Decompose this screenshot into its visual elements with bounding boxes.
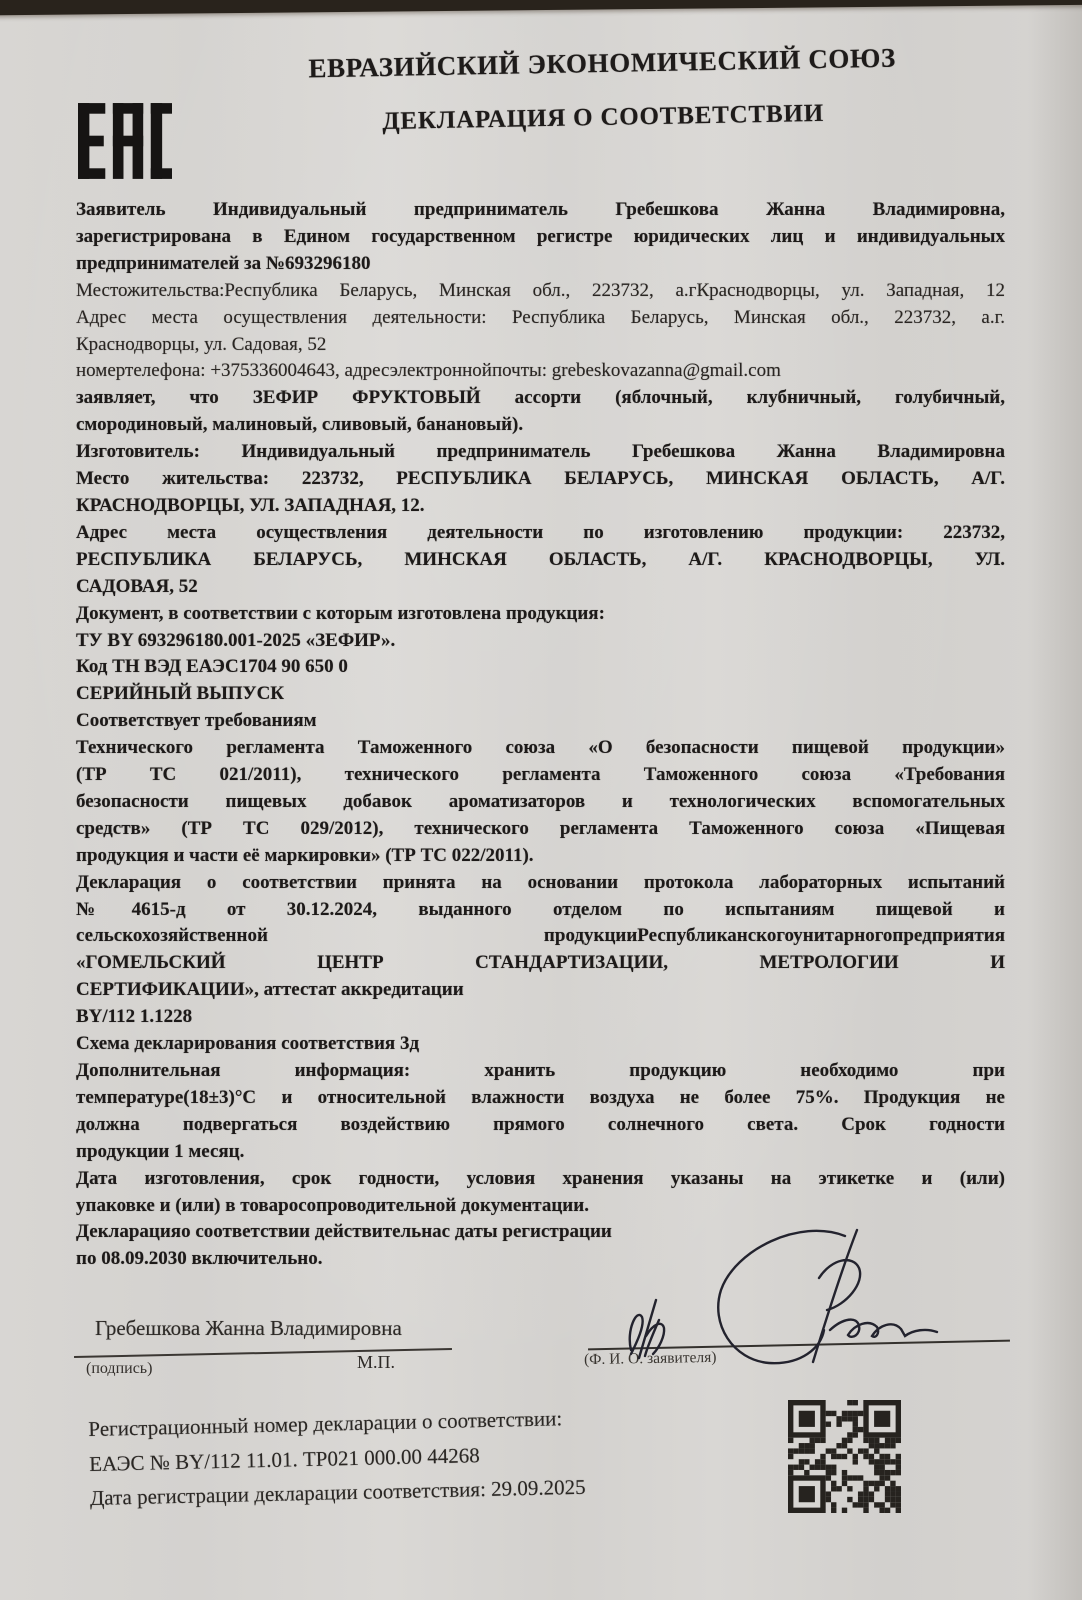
doc-line: Адрес места осуществления деятельности по изготовлению продукции: 223732, — [76, 521, 1005, 543]
doc-line: Дополнительная информация: хранить продукцию необходимо при — [76, 1060, 1005, 1081]
document-title: ДЕКЛАРАЦИЯ О СООТВЕТСТВИИ — [382, 99, 825, 136]
doc-line: BY/112 1.1228 — [76, 1006, 193, 1028]
doc-line: продукции 1 месяц. — [76, 1140, 245, 1162]
doc-line: продукция и части её маркировки» (ТР ТС 022/2011). — [76, 844, 534, 866]
doc-line: Схема декларирования соответствия 3д — [76, 1033, 420, 1055]
handwritten-signature — [593, 1222, 1011, 1382]
doc-line: Код ТН ВЭД ЕАЭС1704 90 650 0 — [76, 656, 348, 678]
registration-date: Дата регистрации декларации соответствия: 29.09.2025 — [89, 1474, 586, 1510]
doc-line: Изготовитель: Индивидуальный предприниматель Гребешкова Жанна Владимировна — [76, 441, 1005, 463]
doc-line: Соответствует требованиям — [76, 710, 317, 732]
doc-line: должна подвергаться воздействию прямого солнечного света. Срок годности — [76, 1113, 1005, 1135]
document-body — [76, 197, 1005, 1273]
doc-line: Декларация о соответствии принята на основании протокола лабораторных испытаний — [76, 871, 1005, 893]
applicant-name: Гребешкова Жанна Владимировна — [95, 1316, 402, 1340]
doc-line: (ТР ТС 021/2011), технического регламента Таможенного союза «Требования — [76, 764, 1005, 786]
doc-line: СЕРИЙНЫЙ ВЫПУСК — [76, 683, 285, 705]
fio-caption: (Ф. И. О. заявителя) — [583, 1348, 717, 1369]
doc-line: СЕРТИФИКАЦИИ», аттестат аккредитации — [76, 979, 464, 1001]
scan-top-edge — [0, 0, 1082, 16]
doc-line: Дата изготовления, срок годности, условия хранения указаны на этикетке и (или) — [76, 1167, 1005, 1189]
doc-line: №4615-д от 30.12.2024, выданного отделом по испытаниям пищевой и — [76, 898, 1005, 920]
doc-line: предпринимателей за №693296180 — [76, 252, 371, 274]
doc-line: безопасности пищевых добавок ароматизаторов и технологических вспомогательных — [76, 790, 1005, 812]
qr-code-icon — [788, 1400, 901, 1513]
doc-line: средств» (ТР ТС 029/2012), технического регламента Таможенного союза «Пищевая — [76, 817, 1005, 839]
doc-line: ТУ BY 693296180.001-2025 «ЗЕФИР». — [76, 629, 396, 651]
registration-title: Регистрационный номер декларации о соответствии: — [88, 1406, 563, 1441]
registration-number: ЕАЭС № BY/112 11.01. ТР021 000.00 44268 — [88, 1442, 480, 1476]
doc-line: Технического регламента Таможенного союза «О безопасности пищевой продукции» — [76, 737, 1005, 759]
doc-line: заявляет, что ЗЕФИР ФРУКТОВЫЙ ассорти (яблочный, клубничный, голубичный, — [76, 387, 1005, 409]
doc-line: температуре(18±3)°С и относительной влажности воздуха не более 75%. Продукция не — [76, 1086, 1005, 1108]
doc-line: РЕСПУБЛИКА БЕЛАРУСЬ, МИНСКАЯ ОБЛАСТЬ, А/Г. КРАСНОДВОРЦЫ, УЛ. — [76, 548, 1005, 570]
doc-line: Документ, в соответствии с которым изготовлена продукция: — [76, 602, 605, 624]
doc-line: по 08.09.2030 включительно. — [76, 1248, 323, 1270]
doc-line: Заявитель Индивидуальный предприниматель Гребешкова Жанна Владимировна, — [76, 199, 1005, 220]
doc-line: САДОВАЯ, 52 — [76, 575, 198, 597]
doc-line: сельскохозяйственной продукцииРеспубликанскогоунитарногопредприятия — [76, 925, 1005, 947]
doc-line: Место жительства: 223732, РЕСПУБЛИКА БЕЛАРУСЬ, МИНСКАЯ ОБЛАСТЬ, А/Г. — [76, 468, 1005, 490]
doc-line: зарегистрирована в Едином государственном регистре юридических лиц и индивидуальных — [76, 225, 1005, 247]
union-title: ЕВРАЗИЙСКИЙ ЭКОНОМИЧЕСКИЙ СОЮЗ — [308, 42, 897, 84]
eac-mark-logo — [78, 96, 172, 186]
doc-line: Декларацияо соответствии действительнас даты регистрации — [76, 1221, 612, 1243]
doc-line: Адрес места осуществления деятельности: Республика Беларусь, Минская обл., 223732, а.г. — [76, 306, 1005, 328]
doc-line: Местожительства:Республика Беларусь, Минская обл., 223732, а.гКраснодворцы, ул. Западная, 12 — [76, 279, 1005, 301]
doc-line: упаковке и (или) в товаросопроводительной документации. — [76, 1194, 589, 1216]
doc-line: номертелефона: +375336004643, адресэлектроннойпочты: grebeskovazanna@gmail.com — [76, 360, 781, 382]
doc-line: Краснодворцы, ул. Садовая, 52 — [76, 333, 327, 355]
signature-caption: (подпись) — [86, 1360, 153, 1377]
doc-line: смородиновый, малиновый, сливовый, банановый). — [76, 414, 524, 436]
doc-line: «ГОМЕЛЬСКИЙ ЦЕНТР СТАНДАРТИЗАЦИИ, МЕТРОЛОГИИ И — [76, 952, 1005, 974]
doc-line: КРАСНОДВОРЦЫ, УЛ. ЗАПАДНАЯ, 12. — [76, 494, 425, 516]
registration-block — [88, 1401, 586, 1516]
signature-line-left — [74, 1348, 452, 1358]
stamp-place-label: М.П. — [357, 1352, 396, 1372]
